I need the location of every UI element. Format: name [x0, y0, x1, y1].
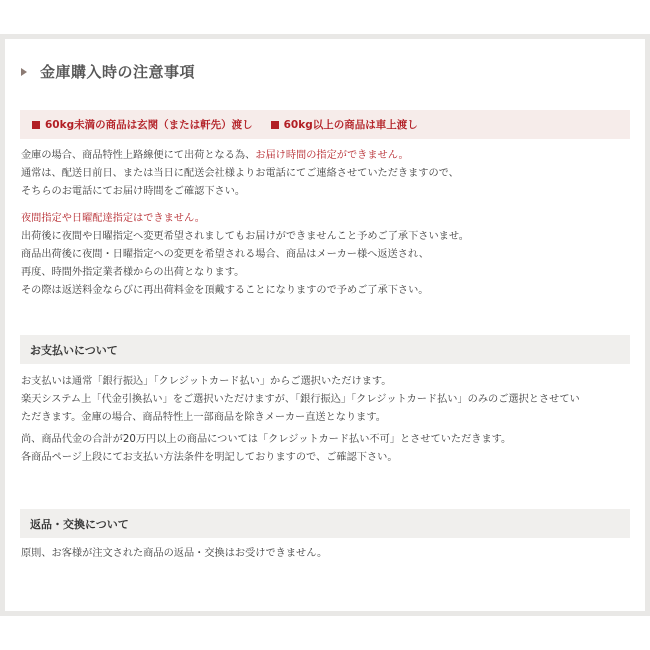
night-line-3: 再度、時間外指定業者様からの出荷となります。 [21, 267, 245, 278]
delivery-line-1-text: 金庫の場合、商品特性上路線便にて出荷となる為、 [21, 150, 256, 161]
page-frame [0, 34, 650, 616]
payment-line-1: お支払いは通常「銀行振込」「クレジットカード払い」からご選択いただけます。 [21, 376, 392, 387]
payment-paragraph-2 [21, 431, 511, 467]
night-delivery-paragraph [21, 210, 469, 300]
returns-line-1: 原則、お客様が注文された商品の返品・交換はお受けできません。 [21, 548, 328, 559]
returns-paragraph [21, 545, 327, 563]
notice-text-over-60kg: 60kg以上の商品は車上渡し [283, 119, 418, 131]
payment-line-3: ただきます。金庫の場合、商品特性上一部商品を除きメーカー直送となります。 [21, 412, 386, 423]
returns-heading-text: 返品・交換について [30, 517, 129, 531]
delivery-info-paragraph [21, 147, 459, 201]
square-bullet-icon [32, 121, 40, 129]
page-title: 金庫購入時の注意事項 [40, 63, 196, 81]
payment-line-2: 楽天システム上「代金引換払い」をご選択いただけますが、「銀行振込」「クレジットカード払い」のみのご選択とさせてい [21, 394, 580, 405]
notice-item [271, 117, 418, 132]
payment-paragraph-1 [21, 373, 580, 427]
delivery-notice-bar [20, 110, 630, 139]
night-line-2: 商品出荷後に夜間・日曜指定への変更を希望される場合、商品はメーカー様へ返送され、 [21, 249, 429, 260]
content-panel [5, 39, 645, 611]
notice-text-under-60kg: 60kg未満の商品は玄関（または軒先）渡し [45, 119, 253, 131]
night-line-4: その際は返送料金ならびに再出荷料金を頂戴することになりますので予めご了承下さい。 [21, 285, 429, 296]
returns-section-heading [20, 509, 630, 538]
payment-section-heading [20, 335, 630, 364]
delivery-line-2: 通常は、配送日前日、または当日に配送会社様よりお電話にてご連絡させていただきますので、 [21, 168, 459, 179]
delivery-line-1 [21, 147, 459, 165]
payment-line-4: 尚、商品代金の合計が20万円以上の商品については「クレジットカード払い不可」とさせていただきます。 [21, 434, 512, 445]
title-row [21, 61, 195, 82]
delivery-time-warning: お届け時間の指定ができません。 [255, 150, 409, 161]
triangle-right-icon [21, 68, 27, 76]
square-bullet-icon [271, 121, 279, 129]
payment-line-5: 各商品ページ上段にてお支払い方法条件を明記しておりますので、ご確認下さい。 [21, 452, 398, 463]
night-line-1: 出荷後に夜間や日曜指定へ変更希望されましてもお届けができませんこと予めご了承下さいませ。 [21, 231, 469, 242]
payment-heading-text: お支払いについて [30, 343, 118, 357]
notice-item [32, 117, 253, 132]
delivery-line-3: そちらのお電話にてお届け時間をご確認下さい。 [21, 186, 246, 197]
night-delivery-heading: 夜間指定や日曜配達指定はできません。 [21, 213, 205, 224]
